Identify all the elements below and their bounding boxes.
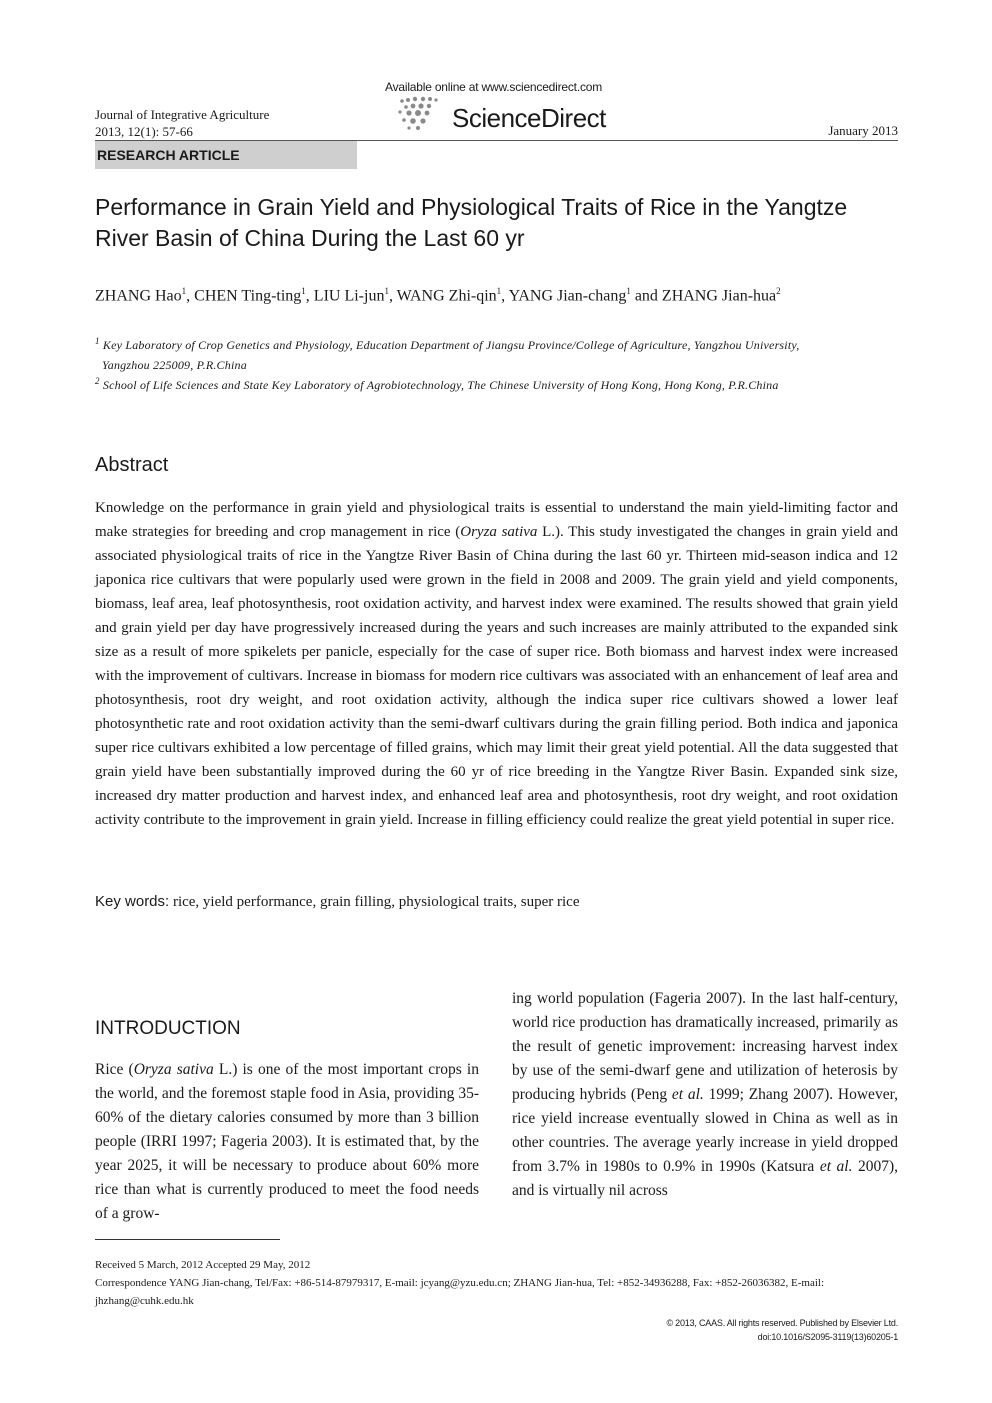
author-name: CHEN Ting-ting [194, 287, 302, 305]
author-name: WANG Zhi-qin [396, 287, 497, 305]
author-name: LIU Li-jun [313, 287, 385, 305]
author-affiliation-mark: 1 [384, 286, 389, 296]
affiliation-1 [95, 331, 900, 375]
intro-text: ing world population (Fageria 2007). In the last half-century, world rice production has dramatically increased, primarily as the result of genetic improvement: increasing harvest index by use of the semi-dwarf gene and utilization of heterosis by producing hybrids (Peng [512, 990, 898, 1103]
author-name: ZHANG Jian-hua [661, 287, 777, 305]
doi[interactable]: doi:10.1016/S2095-3119(13)60205-1 [757, 1332, 898, 1342]
keywords [95, 893, 579, 911]
keywords-text: rice, yield performance, grain filling, physiological traits, super rice [169, 894, 580, 910]
publisher-logo-text: ScienceDirect [452, 103, 606, 133]
journal-issue: 2013, 12(1): 57-66 [95, 124, 193, 139]
paper-title: Performance in Grain Yield and Physiological Traits of Rice in the Yangtze River Basin of China During the Last 60 yr [95, 194, 848, 251]
abstract-text-part: Knowledge on the performance in grain yield and physiological traits is essential to understand the main yield-limiting factor and make strategies for breeding and crop management in rice ( [95, 500, 898, 540]
abstract-body [95, 496, 898, 832]
et-al: et al. [671, 1086, 704, 1103]
sciencedirect-logo-icon [398, 95, 438, 131]
affiliation-number: 2 [95, 376, 100, 386]
species-name: Oryza sativa [460, 524, 538, 540]
affiliation-text: School of Life Sciences and State Key Laboratory of Agrobiotechnology, The Chinese University of Hong Kong, Hong Kong, P.R.China [102, 378, 779, 392]
author-separator: , [305, 287, 314, 305]
introduction-column-right [512, 987, 898, 1203]
issue-date: January 2013 [828, 123, 898, 138]
introduction-column-left [95, 1058, 479, 1226]
affiliation-text-cont: Yangzhou 225009, P.R.China [102, 358, 247, 372]
introduction-heading: INTRODUCTION [95, 1018, 241, 1039]
correspondence-info: Correspondence YANG Jian-chang, Tel/Fax: +86-514-87979317, E-mail: jcyang@yzu.edu.cn; ZHANG Jian-hua, Tel: +852-34936288, Fax: +852-26036382, E-mail: jhzhang@cuhk.edu.hk [95, 1277, 825, 1307]
journal-citation [95, 106, 269, 140]
species-name: Oryza sativa [133, 1061, 214, 1078]
article-type-banner [95, 141, 357, 169]
footnote-divider [95, 1239, 280, 1240]
affiliation-text: Key Laboratory of Crop Genetics and Physiology, Education Department of Jiangsu Province/College of Agriculture, Yangzhou University, [102, 338, 800, 352]
author-name: ZHANG Hao [95, 287, 182, 305]
intro-text: 1999; Zhang 2007). However, rice yield increase eventually slowed in China as well as in other countries. The average yearly increase in yield dropped from 3.7% in 1980s to 0.9% in 1990s (Katsura [512, 1086, 898, 1175]
abstract-heading: Abstract [95, 454, 169, 476]
intro-text: Rice ( [95, 1061, 134, 1078]
author-list [95, 286, 781, 305]
intro-text: L.) is one of the most important crops in the world, and the foremost staple food in Asia, providing 35-60% of the dietary calories consumed by more than 3 billion people (IRRI 1997; Fageria 2003). It is estimated that, by the year 2025, it will be necessary to produce about 60% more rice than what is currently produced to meet the food needs of a grow- [95, 1061, 479, 1222]
author-separator: , [501, 287, 509, 305]
affiliation-2 [95, 371, 900, 395]
intro-text: 2007), and is virtually nil across [512, 1158, 898, 1199]
et-al: et al. [819, 1158, 853, 1175]
available-online-text[interactable]: Available online at www.sciencedirect.com [385, 80, 603, 94]
footnotes [95, 1256, 898, 1310]
copyright-notice: © 2013, CAAS. All rights reserved. Published by Elsevier Ltd. [666, 1318, 898, 1328]
received-accepted-dates: Received 5 March, 2012 Accepted 29 May, 2012 [95, 1259, 311, 1271]
author-affiliation-mark: 1 [181, 286, 187, 296]
journal-name: Journal of Integrative Agriculture [95, 107, 270, 122]
abstract-text-part: L.). This study investigated the changes in grain yield and associated physiological traits of rice in the Yangtze River Basin of China during the last 60 yr. Thirteen mid-season indica and 12 japonica rice cultivars that were popularly used were grown in the field in 2008 and 2009. The grain yield and yield components, biomass, leaf area, leaf photosynthesis, root oxidation activity, and harvest index were examined. The results showed that grain yield and grain yield per day have progressively increased during the years and such increases are mainly attributed to the expanded sink size as a result of more spikelets per panicle, especially for the case of super rice. Both biomass and harvest index were increased with the improvement of cultivars. Increase in biomass for modern rice cultivars was associated with an enhancement of leaf area and photosynthesis, root dry weight, and root oxidation activity, although the indica super rice cultivars showed a lower leaf photosynthetic rate and root oxidation activity than the semi-dwarf cultivars during the grain filling period. Both indica and japonica super rice cultivars exhibited a low percentage of filled grains, which may limit their great yield potential. All the data suggested that grain yield have been substantially improved during the 60 yr of rice breeding in the Yangtze River Basin. Expanded sink size, increased dry matter production and harvest index, and enhanced leaf area and photosynthesis, root dry weight, and root oxidation activity contribute to the improvement in grain yield. Increase in filling efficiency could realize the great yield potential in super rice. [95, 524, 898, 828]
author-affiliation-mark: 1 [626, 286, 631, 296]
author-affiliation-mark: 1 [301, 286, 306, 296]
author-separator: , [388, 287, 397, 305]
author-separator: and [630, 287, 662, 305]
author-affiliation-mark: 2 [776, 286, 781, 296]
keywords-label: Key words: [95, 893, 170, 910]
author-affiliation-mark: 1 [496, 286, 502, 296]
author-separator: , [186, 287, 195, 305]
copyright-block [666, 1316, 898, 1344]
author-name: YANG Jian-chang [508, 287, 627, 305]
article-type-label: RESEARCH ARTICLE [97, 147, 240, 163]
affiliation-number: 1 [95, 336, 100, 346]
